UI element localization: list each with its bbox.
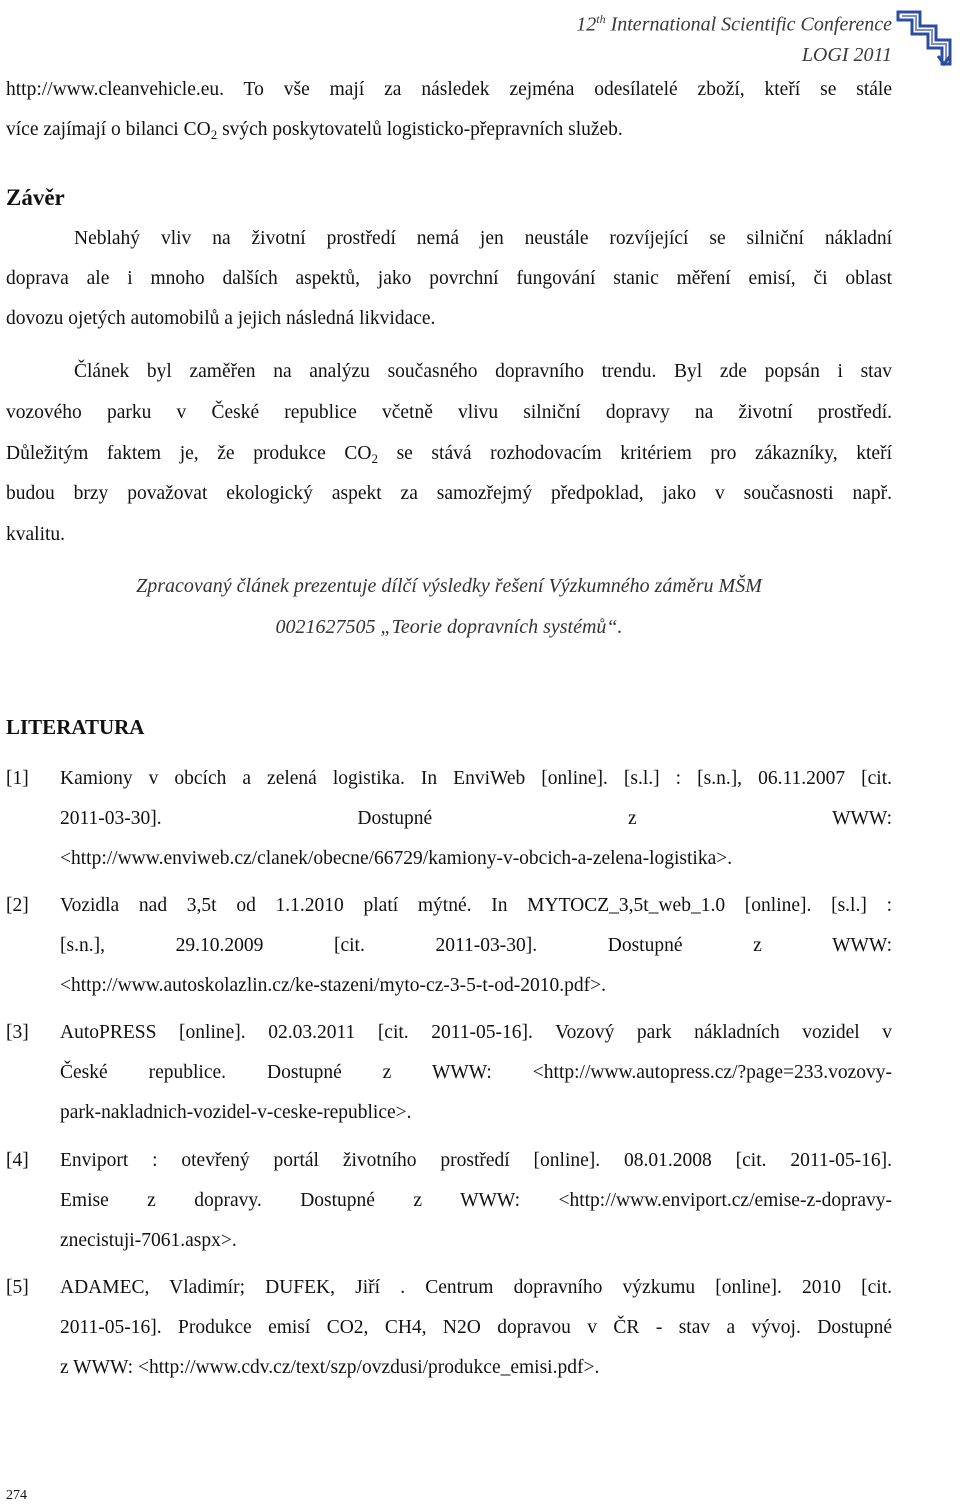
conclusion-heading: Závěr: [6, 185, 65, 210]
reference-item: [1] Kamiony v obcích a zelená logistika. In EnviWeb [online]. [s.l.] : [s.n.], 06.11.2007 [cit. 2011-03-30]. Dostupné z WWW: <http://www.enviweb.cz/clanek/obecne/66729/kamiony-v-obcich-a-zelena-logistika>.: [6, 759, 892, 879]
reference-number: [1]: [6, 768, 29, 789]
reference-item: [3] AutoPRESS [online]. 02.03.2011 [cit. 2011-05-16]. Vozový park nákladních vozidel v České republice. Dostupné z WWW: <http://www.autopress.cz/?page=233.vozovy- park-nakladnich-vozidel-v-ceske-republice>.: [6, 1013, 892, 1133]
conference-title: 12th International Scientific Conference: [576, 12, 892, 36]
literature-heading: LITERATURA: [6, 715, 145, 739]
conclusion-p1-line2: doprava ale i mnoho dalších aspektů, jako povrchní fungování stanic měření emisí, či oblast: [6, 268, 892, 289]
reference-item: [5] ADAMEC, Vladimír; DUFEK, Jiří . Centrum dopravního výzkumu [online]. 2010 [cit. 2011-05-16]. Produkce emisí CO2, CH4, N2O dopravou v ČR - stav a vývoj. Dostupné z WWW: <http://www.cdv.cz/text/szp/ovzdusi/produkce_emisi.pdf>.: [6, 1268, 892, 1388]
logi-logo-icon: [894, 6, 954, 70]
conclusion-p2-line5: kvalitu.: [6, 524, 66, 545]
conclusion-p2-line1: Článek byl zaměřen na analýzu současného dopravního trendu. Byl zde popsán i stav: [74, 361, 892, 382]
conference-header: [576, 4, 892, 70]
conclusion-p1-line3: dovozu ojetých automobilů a jejich následná likvidace.: [6, 308, 436, 329]
intro-line-1: http://www.cleanvehicle.eu. To vše mají za následek zejména odesílatelé zboží, kteří se stále: [6, 79, 892, 100]
acknowledgement-line2: 0021627505 „Teorie dopravních systémů“.: [275, 616, 623, 638]
reference-item: [4] Enviport : otevřený portál životního prostředí [online]. 08.01.2008 [cit. 2011-05-16]. Emise z dopravy. Dostupné z WWW: <http://www.enviport.cz/emise-z-dopravy- znecistuji-7061.aspx>.: [6, 1141, 892, 1261]
conclusion-p2-line4: budou brzy považovat ekologický aspekt za samozřejmý předpoklad, jako v současnosti např.: [6, 483, 892, 504]
reference-number: [5]: [6, 1277, 29, 1298]
conclusion-p2-line3: Důležitým faktem je, že produkce $CO_2$ se stává rozhodovacím kritériem pro zákazníky, kteří: [6, 443, 892, 466]
reference-item: [2] Vozidla nad 3,5t od 1.1.2010 platí mýtné. In MYTOCZ_3,5t_web_1.0 [online]. [s.l.] : [s.n.], 29.10.2009 [cit. 2011-03-30]. Dostupné z WWW: <http://www.autoskolazlin.cz/ke-stazeni/myto-cz-3-5-t-od-2010.pdf>.: [6, 886, 892, 1006]
acknowledgement-line1: Zpracovaný článek prezentuje dílčí výsledky řešení Výzkumného záměru MŠM: [136, 575, 762, 597]
page-number: 274: [6, 1488, 27, 1503]
conference-name: LOGI 2011: [801, 43, 892, 66]
intro-line-2: více zajímají o bilanci $CO_2$ svých poskytovatelů logisticko-přepravních služeb.: [6, 119, 623, 142]
reference-number: [4]: [6, 1150, 29, 1171]
reference-number: [3]: [6, 1022, 29, 1043]
reference-number: [2]: [6, 895, 29, 916]
conclusion-p2-line2: vozového parku v České republice včetně vlivu silniční dopravy na životní prostředí.: [6, 402, 892, 423]
conclusion-p1-line1: Neblahý vliv na životní prostředí nemá jen neustále rozvíjející se silniční nákladní: [74, 228, 892, 249]
